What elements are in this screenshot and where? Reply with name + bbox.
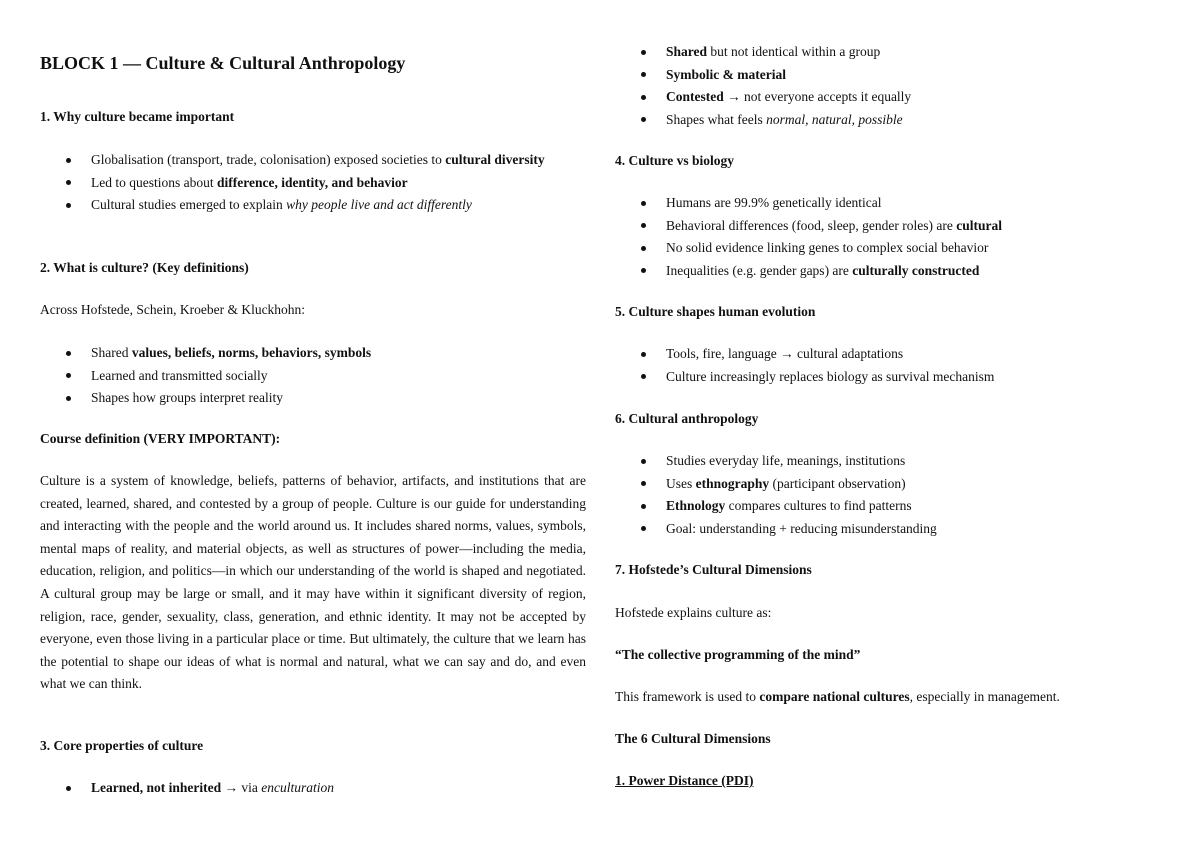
list-item: Shared values, beliefs, norms, behaviors, symbols xyxy=(40,342,586,365)
list-item: Culture increasingly replaces biology as survival mechanism xyxy=(615,366,1155,389)
section-2-list xyxy=(40,342,586,410)
section-5-list xyxy=(615,343,1155,388)
list-item: Shapes what feels normal, natural, possible xyxy=(615,109,1155,132)
section-4-list xyxy=(615,192,1155,282)
list-item: Globalisation (transport, trade, colonisation) exposed societies to cultural diversity xyxy=(40,149,586,172)
section-3-heading: 3. Core properties of culture xyxy=(40,738,204,753)
list-item: Learned and transmitted socially xyxy=(40,365,586,388)
dimensions-heading: The 6 Cultural Dimensions xyxy=(615,731,771,746)
course-definition-heading: Course definition (VERY IMPORTANT): xyxy=(40,431,281,446)
section-7-intro: Hofstede explains culture as: xyxy=(615,605,772,620)
section-3-list-continued xyxy=(615,41,1155,131)
list-item: Shared but not identical within a group xyxy=(615,41,1155,64)
section-3-list xyxy=(40,777,586,800)
list-item: Contested → not everyone accepts it equally xyxy=(615,86,1155,109)
list-item: Tools, fire, language → cultural adaptations xyxy=(615,343,1155,366)
section-5-heading: 5. Culture shapes human evolution xyxy=(615,304,816,319)
list-item: Behavioral differences (food, sleep, gender roles) are cultural xyxy=(615,215,1155,238)
page-title: BLOCK 1 — Culture & Cultural Anthropology xyxy=(40,53,406,73)
section-7-heading: 7. Hofstede’s Cultural Dimensions xyxy=(615,562,812,577)
framework-sentence: This framework is used to compare national cultures, especially in management. xyxy=(615,689,1060,704)
list-item: Shapes how groups interpret reality xyxy=(40,387,586,410)
section-2-heading: 2. What is culture? (Key definitions) xyxy=(40,260,249,275)
section-2-intro: Across Hofstede, Schein, Kroeber & Kluckhohn: xyxy=(40,302,306,317)
list-item: Studies everyday life, meanings, institutions xyxy=(615,450,1155,473)
hofstede-quote: “The collective programming of the mind” xyxy=(615,647,861,662)
list-item: Uses ethnography (participant observation) xyxy=(615,473,1155,496)
list-item: Goal: understanding + reducing misunderstanding xyxy=(615,518,1155,541)
dimension-1-heading: 1. Power Distance (PDI) xyxy=(615,773,754,788)
list-item: No solid evidence linking genes to complex social behavior xyxy=(615,237,1155,260)
list-item: Ethnology compares cultures to find patterns xyxy=(615,495,1155,518)
section-1-heading: 1. Why culture became important xyxy=(40,109,235,124)
section-6-heading: 6. Cultural anthropology xyxy=(615,411,759,426)
section-4-heading: 4. Culture vs biology xyxy=(615,153,735,168)
list-item: Led to questions about difference, identity, and behavior xyxy=(40,172,586,195)
course-definition-text: Culture is a system of knowledge, beliefs, patterns of behavior, artifacts, and institutions that are created, learned, shared, and contested by a group of people. Culture is our guide for understanding and interacting with the people and the world around us. It includes shared norms, values, symbols, mental maps of reality, and material objects, as well as structures of power—including the media, education, religion, and politics—in which our understanding of the world is shaped and negotiated. A cultural group may be large or small, and it may have within it significant diversity of region, religion, race, gender, sexuality, class, generation, and ethnic identity. It may not be accepted by everyone, even those living in a particular place or time. But ultimately, the culture that we learn has the potential to shape our ideas of what is normal and natural, what we can say and do, and even what we can think. xyxy=(40,473,586,692)
list-item: Learned, not inherited → via enculturation xyxy=(40,777,586,800)
list-item: Symbolic & material xyxy=(615,64,1155,87)
list-item: Inequalities (e.g. gender gaps) are culturally constructed xyxy=(615,260,1155,283)
list-item: Cultural studies emerged to explain why people live and act differently xyxy=(40,194,586,217)
section-6-list xyxy=(615,450,1155,540)
section-1-list xyxy=(40,149,586,217)
list-item: Humans are 99.9% genetically identical xyxy=(615,192,1155,215)
